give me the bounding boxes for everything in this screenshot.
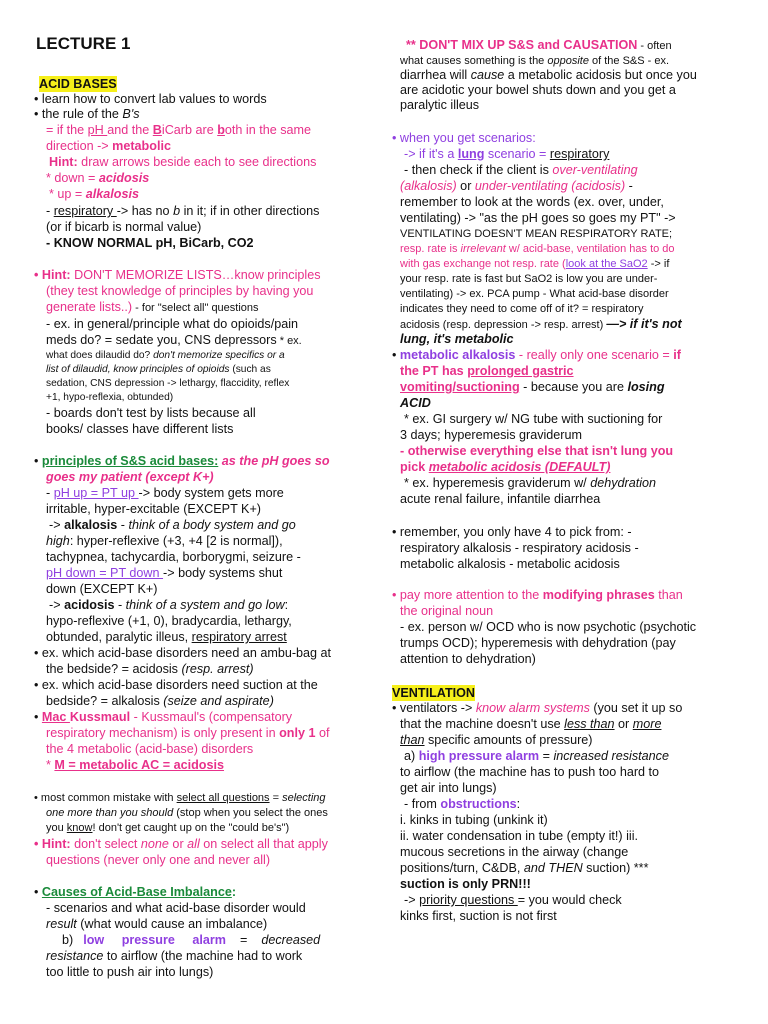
- principles-line: pH down = PT down -> body systems shut: [46, 566, 283, 580]
- scenarios-line: with gas exchange not resp. rate (look at the SaO2 -> if: [400, 258, 670, 270]
- dont-mix-line: what causes something is the opposite of the S&S - ex.: [400, 55, 670, 67]
- causes-line: resistance to airflow (the machine had to work: [46, 949, 303, 963]
- causes-line: - scenarios and what acid-base disorder would: [46, 901, 306, 915]
- acid-bases-line: = if the pH and the BiCarb are both in the same: [46, 123, 312, 137]
- acid-bases-line: Hint: draw arrows beside each to see directions: [49, 155, 317, 169]
- principles-line: • ex. which acid-base disorders need an ambu-bag at: [34, 646, 332, 660]
- hint-lists-line: (they test knowledge of principles by having you: [46, 284, 314, 298]
- remember-line: • remember, you only have 4 to pick from: -: [392, 525, 632, 539]
- hint-lists-line: generate lists..) - for "select all" questions: [46, 300, 259, 314]
- scenarios-line: your resp. rate is fast but SaO2 is low you are under-: [400, 273, 658, 285]
- principles-line: hypo-reflexive (+1, 0), bradycardia, lethargy,: [46, 614, 292, 628]
- scenarios-line: indicates they need to come off of it? = respiratory: [400, 303, 644, 315]
- principles-line: * M = metabolic AC = acidosis: [46, 758, 225, 772]
- acid-bases-line: - respiratory -> has no b in it; if in other directions: [46, 204, 320, 218]
- hint-lists-line: what does dilaudid do? don't memorize specifics or a: [46, 350, 285, 361]
- ventilation-line: -> priority questions = you would check: [404, 893, 622, 907]
- principles-line: -> acidosis - think of a system and go low:: [49, 598, 289, 612]
- ventilation-line: - from obstructions:: [404, 797, 521, 811]
- hint-lists-line: meds do? = sedate you, CNS depressors * ex.: [46, 333, 302, 347]
- scenarios-line: (alkalosis) or under-ventilating (acidosis) -: [400, 179, 633, 193]
- acid-bases-line: • the rule of the B's: [34, 107, 140, 121]
- modifying-line: attention to dehydration): [400, 652, 536, 666]
- modifying-line: the original noun: [400, 604, 494, 618]
- scenarios-line: ventilating) -> ex. PCA pump - What acid-base disorder: [400, 288, 669, 300]
- scenarios-line: acidosis (resp. depression -> resp. arrest) —> if it's not: [400, 317, 682, 331]
- ventilation-line: i. kinks in tubing (unkink it): [400, 813, 548, 827]
- metabolic-alkalosis-line: the PT has prolonged gastric: [400, 364, 574, 378]
- principles-line: irritable, hyper-excitable (EXCEPT K+): [46, 502, 261, 516]
- acid-bases-line: * up = alkalosis: [49, 187, 139, 201]
- acid-bases-line: • learn how to convert lab values to words: [34, 92, 267, 106]
- acid-bases-line: * down = acidosis: [46, 171, 150, 185]
- ventilation-line: get air into lungs): [400, 781, 497, 795]
- scenarios-line: resp. rate is irrelevant w/ acid-base, ventilation has to do: [400, 243, 675, 255]
- metabolic-alkalosis-line: ACID: [400, 396, 431, 410]
- dont-mix-line: ** DON'T MIX UP S&S and CAUSATION - often: [406, 38, 672, 52]
- principles-line: obtunded, paralytic illeus, respiratory arrest: [46, 630, 287, 644]
- principles-line: the bedside? = acidosis (resp. arrest): [46, 662, 254, 676]
- mistake-line: questions (never only one and never all): [46, 853, 271, 867]
- scenarios-line: remember to look at the words (ex. over, under,: [400, 195, 664, 209]
- ventilation-line: than specific amounts of pressure): [400, 733, 593, 747]
- metabolic-alkalosis-line: * ex. hyperemesis graviderum w/ dehydration: [404, 476, 657, 490]
- principles-line: - pH up = PT up -> body system gets more: [46, 486, 284, 500]
- scenarios-line: lung, it's metabolic: [400, 332, 514, 346]
- metabolic-alkalosis-line: - otherwise everything else that isn't lung you: [400, 444, 674, 458]
- principles-line: • ex. which acid-base disorders need suction at the: [34, 678, 318, 692]
- principles-line: • Mac Kussmaul - Kussmaul's (compensatory: [34, 710, 293, 724]
- dont-mix-line: are acidotic your bowel shuts down and you get a: [400, 83, 676, 97]
- principles-line: • principles of S&S acid bases: as the pH goes so: [34, 454, 330, 468]
- metabolic-alkalosis-line: * ex. GI surgery w/ NG tube with suctioning for: [404, 412, 663, 426]
- causes-line: result (what would cause an imbalance): [46, 917, 268, 931]
- hint-lists-line: books/ classes have different lists: [46, 422, 234, 436]
- scenarios-line: VENTILATING DOESN'T MEAN RESPIRATORY RATE;: [400, 228, 673, 240]
- causes-line: • Causes of Acid-Base Imbalance:: [34, 885, 237, 899]
- principles-line: goes my patient (except K+): [46, 470, 214, 484]
- remember-line: metabolic alkalosis - metabolic acidosis: [400, 557, 620, 571]
- acid-bases-line: direction -> metabolic: [46, 139, 171, 153]
- hint-lists-line: - boards don't test by lists because all: [46, 406, 256, 420]
- ventilation-line: to airflow (the machine has to push too hard to: [400, 765, 660, 779]
- principles-line: the 4 metabolic (acid-base) disorders: [46, 742, 254, 756]
- ventilation-heading: VENTILATION: [392, 686, 476, 700]
- metabolic-alkalosis-line: vomiting/suctioning - because you are losing: [400, 380, 665, 394]
- metabolic-alkalosis-line: pick metabolic acidosis (DEFAULT): [400, 460, 611, 474]
- dont-mix-line: diarrhea will cause a metabolic acidosis but once you: [400, 68, 697, 82]
- lecture-title: LECTURE 1: [36, 34, 131, 53]
- ventilation-line: mucous secretions in the airway (change: [400, 845, 629, 859]
- ventilation-line: ii. water condensation in tube (empty it!) iii.: [400, 829, 638, 843]
- mistake-line: • most common mistake with select all questions = selecting: [34, 792, 326, 804]
- principles-line: bedside? = alkalosis (seize and aspirate): [46, 694, 274, 708]
- hint-lists-line: list of dilaudid, know principles of opioids (such as: [46, 364, 271, 375]
- metabolic-alkalosis-line: acute renal failure, infantile diarrhea: [400, 492, 601, 506]
- principles-line: tachypnea, tachycardia, borborygmi, seizure -: [46, 550, 301, 564]
- ventilation-line: suction is only PRN!!!: [400, 877, 531, 891]
- acid-bases-heading: ACID BASES: [39, 77, 117, 91]
- ventilation-line: kinks first, suction is not first: [400, 909, 557, 923]
- mistake-line: one more than you should (stop when you select the ones: [46, 807, 328, 819]
- ventilation-line: positions/turn, C&DB, and THEN suction) ***: [400, 861, 649, 875]
- remember-line: respiratory alkalosis - respiratory acidosis -: [400, 541, 639, 555]
- scenarios-line: • when you get scenarios:: [392, 131, 536, 145]
- principles-line: down (EXCEPT K+): [46, 582, 158, 596]
- causes-line: b) low pressure alarm = decreased: [62, 933, 321, 947]
- modifying-line: - ex. person w/ OCD who is now psychotic (psychotic: [400, 620, 697, 634]
- mistake-line: • Hint: don't select none or all on select all that apply: [34, 837, 328, 851]
- ventilation-line: • ventilators -> know alarm systems (you set it up so: [392, 701, 683, 715]
- causes-line: too little to push air into lungs): [46, 965, 214, 979]
- principles-line: -> alkalosis - think of a body system and go: [49, 518, 296, 532]
- ventilation-line: that the machine doesn't use less than or more: [400, 717, 662, 731]
- modifying-line: trumps OCD); hyperemesis with dehydration (pay: [400, 636, 676, 650]
- hint-lists-line: - ex. in general/principle what do opioids/pain: [46, 317, 299, 331]
- metabolic-alkalosis-line: • metabolic alkalosis - really only one scenario = if: [392, 348, 681, 362]
- scenarios-line: ventilating) -> "as the pH goes so goes my PT" ->: [400, 211, 676, 225]
- scenarios-line: -> if it's a lung scenario = respiratory: [404, 147, 610, 161]
- scenarios-line: - then check if the client is over-ventilating: [404, 163, 638, 177]
- hint-lists-line: sedation, CNS depression -> lethargy, flaccidity, reflex: [46, 378, 290, 389]
- modifying-line: • pay more attention to the modifying phrases than: [392, 588, 683, 602]
- hint-lists-line: +1, hypo-reflexia, obtunded): [46, 392, 174, 403]
- mistake-line: you know! don't get caught up on the "could be's"): [46, 822, 290, 834]
- principles-line: high: hyper-reflexive (+3, +4 [2 is normal]),: [46, 534, 283, 548]
- acid-bases-line: - KNOW NORMAL pH, BiCarb, CO2: [46, 236, 254, 250]
- principles-line: respiratory mechanism) is only present in only 1 of: [46, 726, 330, 740]
- ventilation-line: a) high pressure alarm = increased resistance: [404, 749, 669, 763]
- hint-lists-line: • Hint: DON'T MEMORIZE LISTS…know principles: [34, 268, 321, 282]
- metabolic-alkalosis-line: 3 days; hyperemesis graviderum: [400, 428, 582, 442]
- acid-bases-line: (or if bicarb is normal value): [46, 220, 202, 234]
- dont-mix-line: paralytic illeus: [400, 98, 480, 112]
